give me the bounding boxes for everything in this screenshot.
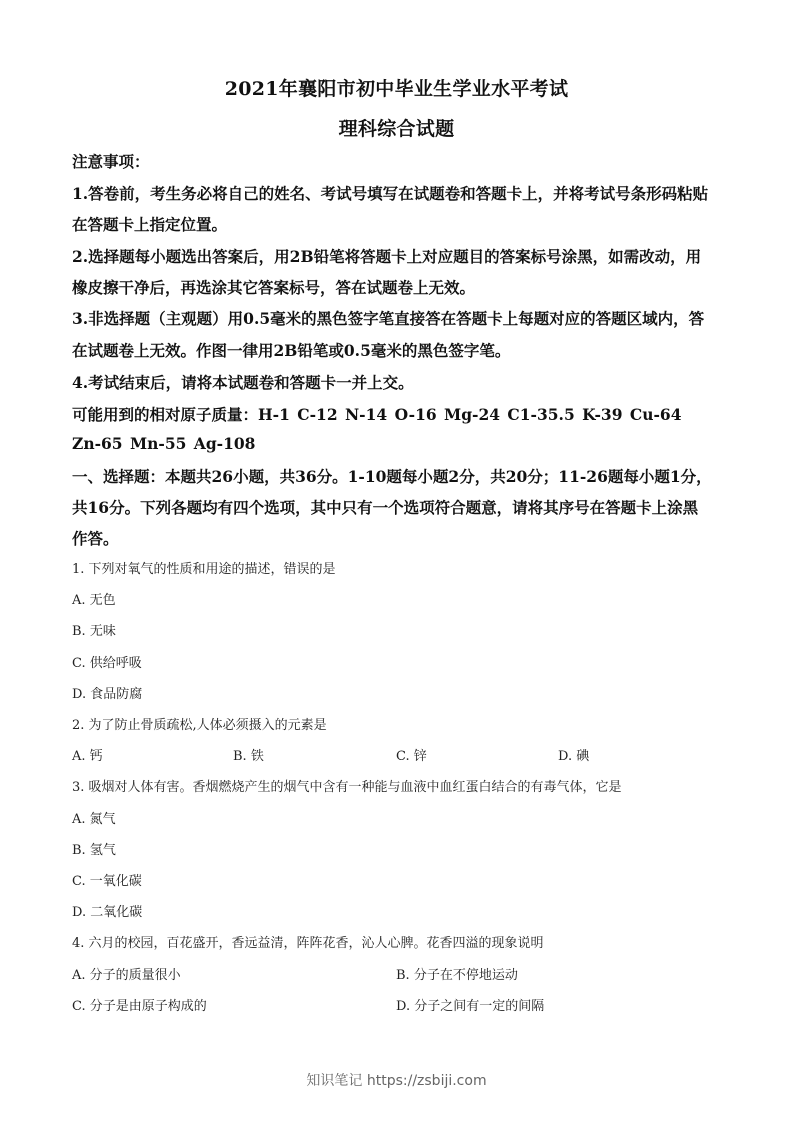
question-4-option-b: B. 分子在不停地运动	[396, 968, 518, 983]
notes-line: 3.非选择题（主观题）用0.5毫米的黑色签字笔直接答在答题卡上每题对应的答题区域内，答	[72, 309, 705, 328]
notes-line: 在答题卡上指定位置。	[72, 215, 228, 234]
question-2-option-a: A. 钙	[72, 749, 103, 764]
section-instruction: 作答。	[72, 529, 119, 548]
question-2-stem: 2. 为了防止骨质疏松,人体必须摄入的元素是	[72, 718, 327, 733]
question-2-option-c: C. 锌	[396, 749, 427, 764]
question-3-option-c: C. 一氧化碳	[72, 874, 142, 889]
question-2-option-d: D. 碘	[558, 749, 590, 764]
question-3-stem: 3. 吸烟对人体有害。香烟燃烧产生的烟气中含有一种能与血液中血红蛋白结合的有毒气体，它是	[72, 780, 622, 795]
exam-subtitle: 理科综合试题	[338, 118, 455, 140]
question-3-option-b: B. 氢气	[72, 843, 116, 858]
atomic-masses-line: 可能用到的相对原子质量：H-1 C-12 N-14 O-16 Mg-24 C1-35.5 K-39 Cu-64	[72, 405, 682, 424]
question-1-stem: 1. 下列对氧气的性质和用途的描述，错误的是	[72, 562, 336, 577]
notes-line: 2.选择题每小题选出答案后，用2B铅笔将答题卡上对应题目的答案标号涂黑，如需改动，用	[72, 247, 702, 266]
question-2-option-b: B. 铁	[233, 749, 264, 764]
question-4-option-d: D. 分子之间有一定的间隔	[396, 999, 545, 1014]
section-instruction: 共16分。下列各题均有四个选项，其中只有一个选项符合题意，请将其序号在答题卡上涂黑	[72, 498, 699, 517]
question-3-option-d: D. 二氧化碳	[72, 905, 143, 920]
notes-line: 4.考试结束后，请将本试题卷和答题卡一并上交。	[72, 373, 414, 392]
notes-line: 橡皮擦干净后，再选涂其它答案标号，答在试题卷上无效。	[72, 278, 476, 297]
question-1-option-b: B. 无味	[72, 624, 116, 639]
section-instruction: 一、选择题：本题共26小题，共36分。1-10题每小题2分，共20分；11-26题每小题1分，	[72, 467, 712, 486]
question-3-option-a: A. 氮气	[72, 812, 116, 827]
exam-title: 2021年襄阳市初中毕业生学业水平考试	[224, 78, 569, 100]
footer-watermark: 知识笔记 https://zsbiji.com	[306, 1073, 487, 1089]
question-4-stem: 4. 六月的校园，百花盛开，香远益清，阵阵花香，沁人心脾。花香四溢的现象说明	[72, 936, 544, 951]
question-1-option-a: A. 无色	[72, 593, 116, 608]
notes-line: 1.答卷前，考生务必将自己的姓名、考试号填写在试题卷和答题卡上，并将考试号条形码粘贴	[72, 184, 709, 203]
question-1-option-d: D. 食品防腐	[72, 687, 143, 702]
question-4-option-a: A. 分子的质量很小	[72, 968, 181, 983]
question-4-option-c: C. 分子是由原子构成的	[72, 999, 207, 1014]
notes-heading: 注意事项：	[72, 152, 150, 171]
question-1-option-c: C. 供给呼吸	[72, 656, 142, 671]
atomic-masses-line: Zn-65 Mn-55 Ag-108	[72, 434, 256, 453]
notes-line: 在试题卷上无效。作图一律用2B铅笔或0.5毫米的黑色签字笔。	[72, 341, 511, 360]
